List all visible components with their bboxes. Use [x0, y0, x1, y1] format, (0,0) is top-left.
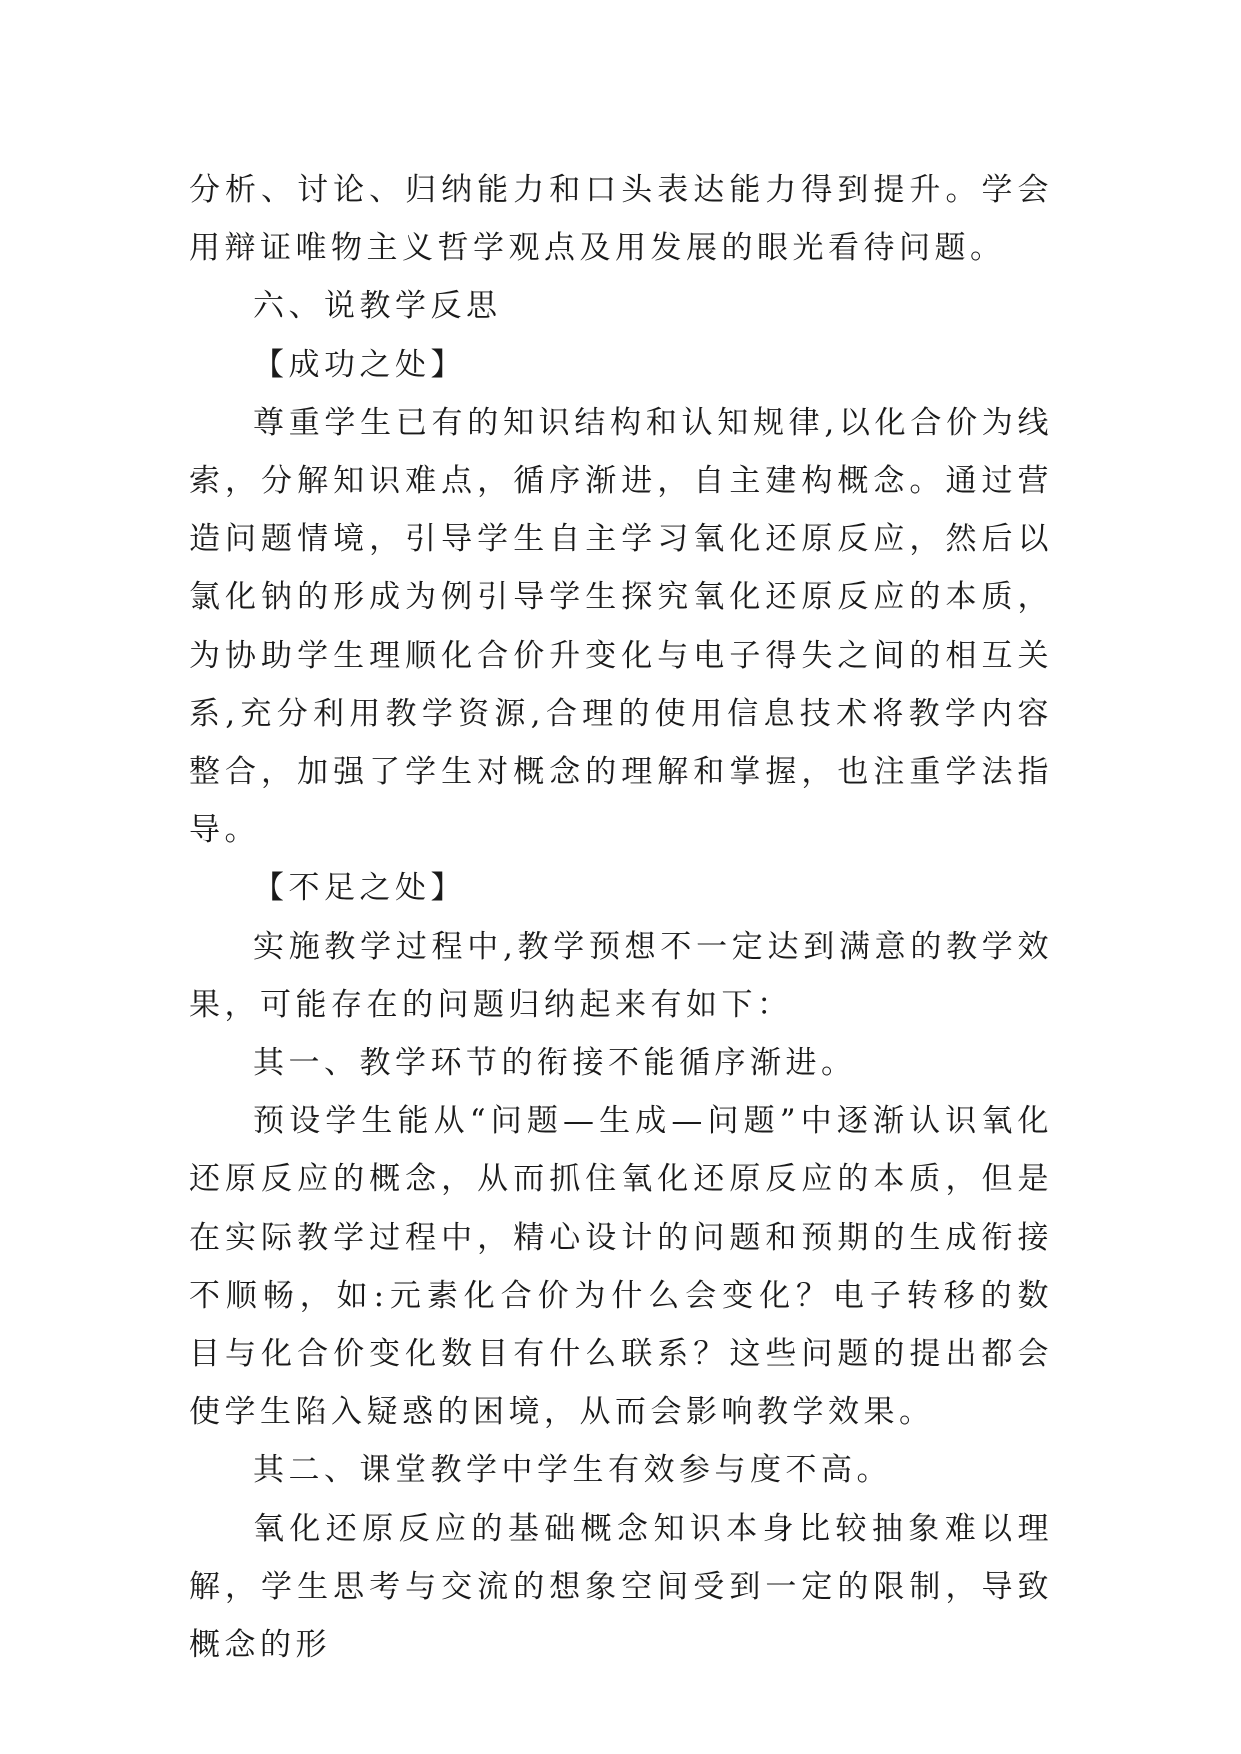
subheading-successes: 【成功之处】: [253, 346, 466, 383]
paragraph-point-one: 其一、教学环节的衔接不能循序渐进。: [253, 1045, 857, 1082]
paragraph-continuation: 分析、讨论、归纳能力和口头表达能力得到提升。学会用辩证唯物主义哲学观点及用发展的眼光看待问题。: [189, 172, 1053, 267]
section-heading-reflection: 六、说教学反思: [253, 288, 502, 325]
document-body: [189, 161, 1053, 1674]
subheading-shortcomings: 【不足之处】: [253, 870, 466, 907]
paragraph-point-two: 其二、课堂教学中学生有效参与度不高。: [253, 1452, 892, 1489]
paragraph-successes: 尊重学生已有的知识结构和认知规律,以化合价为线索，分解知识难点，循序渐进，自主建构概念。通过营造问题情境，引导学生自主学习氧化还原反应，然后以氯化钠的形成为例引导学生探究氧化还原反应的本质，为协助学生理顺化合价升变化与电子得失之间的相互关系,充分利用教学资源,合理的使用信息技术将教学内容整合，加强了学生对概念的理解和掌握，也注重学法指导。: [189, 404, 1053, 849]
paragraph-shortcomings-intro: 实施教学过程中,教学预想不一定达到满意的教学效果，可能存在的问题归纳起来有如下：: [189, 928, 1053, 1023]
paragraph-point-one-detail: 预设学生能从“问题—生成—问题”中逐渐认识氧化还原反应的概念，从而抓住氧化还原反应的本质，但是在实际教学过程中，精心设计的问题和预期的生成衔接不顺畅，如:元素化合价为什么会变化？电子转移的数目与化合价变化数目有什么联系？这些问题的提出都会使学生陷入疑惑的困境，从而会影响教学效果。: [189, 1103, 1053, 1431]
paragraph-point-two-detail: 氧化还原反应的基础概念知识本身比较抽象难以理解，学生思考与交流的想象空间受到一定的限制，导致概念的形: [189, 1510, 1053, 1664]
